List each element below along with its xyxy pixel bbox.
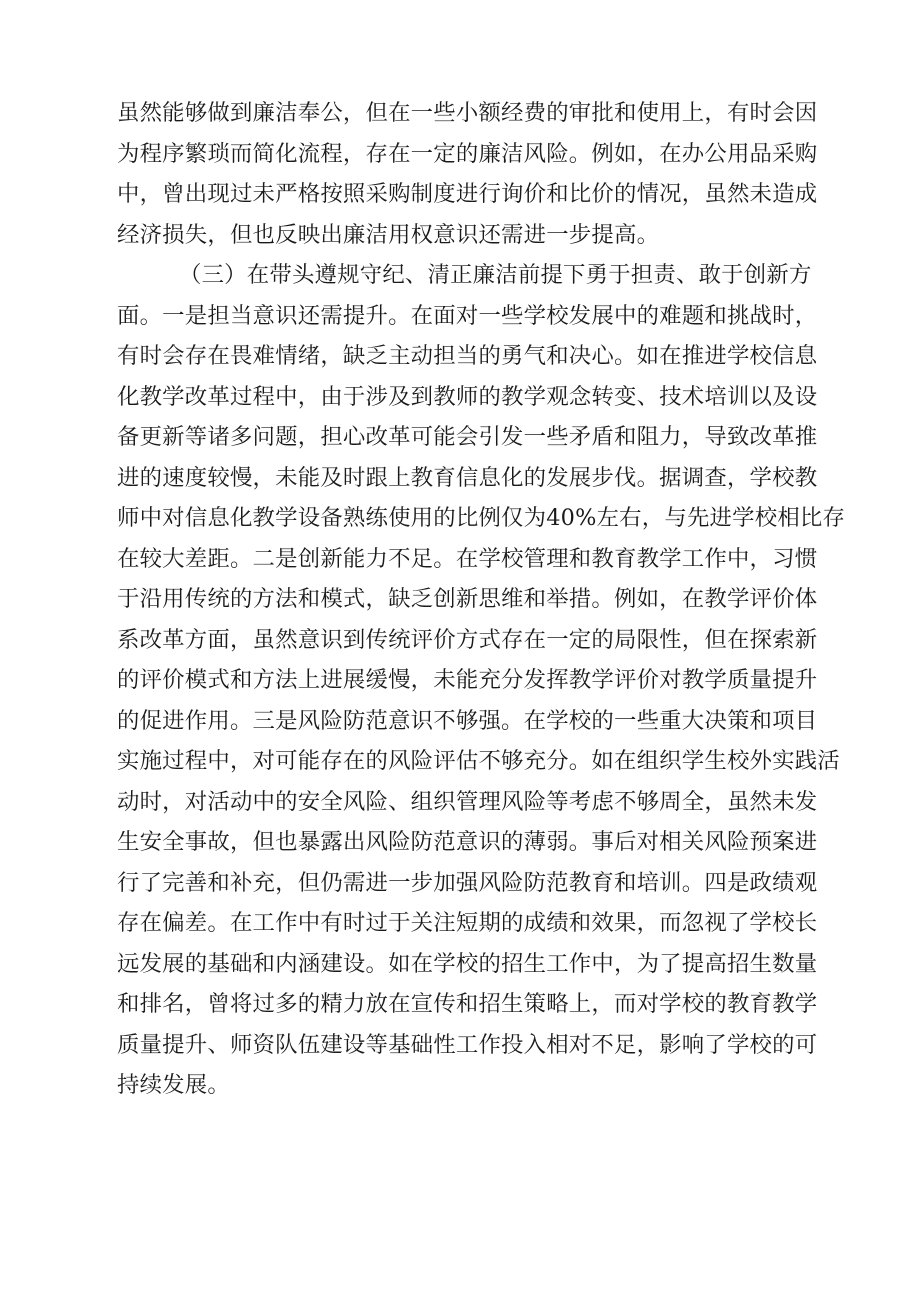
text-line: 质量提升、师资队伍建设等基础性工作投入相对不足，影响了学校的可 bbox=[117, 1031, 818, 1058]
text-line: 备更新等诸多问题，担心改革可能会引发一些矛盾和阻力，导致改革推 bbox=[117, 424, 818, 450]
text-line: 的评价模式和方法上进展缓慢，未能充分发挥教学评价对教学质量提升 bbox=[117, 667, 818, 693]
text-line: 实施过程中，对可能存在的风险评估不够充分。如在组织学生校外实践活 bbox=[117, 748, 840, 774]
text-line: 虽然能够做到廉洁奉公，但在一些小额经费的审批和使用上，有时会因 bbox=[117, 100, 818, 126]
text-line: 在较大差距。二是创新能力不足。在学校管理和教育教学工作中，习惯 bbox=[117, 545, 818, 572]
body-text bbox=[117, 93, 846, 1106]
text-line: 化教学改革过程中，由于涉及到教师的教学观念转变、技术培训以及设 bbox=[117, 383, 818, 410]
text-line: 中，曾出现过未严格按照采购制度进行询价和比价的情况，虽然未造成 bbox=[117, 181, 818, 207]
text-line: 生安全事故，但也暴露出风险防范意识的薄弱。事后对相关风险预案进 bbox=[117, 829, 818, 855]
text-line: 存在偏差。在工作中有时过于关注短期的成绩和效果，而忽视了学校长 bbox=[117, 910, 818, 936]
paragraph-start-line: （三）在带头遵规守纪、清正廉洁前提下勇于担责、敢于创新方 bbox=[179, 262, 812, 288]
text-line: 经济损失，但也反映出廉洁用权意识还需进一步提高。 bbox=[117, 221, 660, 248]
text-line: 系改革方面，虽然意识到传统评价方式存在一定的局限性，但在探索新 bbox=[117, 626, 818, 653]
text-line: 进的速度较慢，未能及时跟上教育信息化的发展步伐。据调查，学校教 bbox=[117, 464, 818, 491]
text-line: 师中对信息化教学设备熟练使用的比例仅为40%左右，与先进学校相比存 bbox=[117, 505, 846, 531]
text-line: 行了完善和补充，但仍需进一步加强风险防范教育和培训。四是政绩观 bbox=[117, 869, 818, 896]
text-line: 为程序繁琐而简化流程，存在一定的廉洁风险。例如，在办公用品采购 bbox=[117, 140, 818, 167]
text-line: 于沿用传统的方法和模式，缺乏创新思维和举措。例如，在教学评价体 bbox=[117, 586, 818, 612]
text-line: 的促进作用。三是风险防范意识不够强。在学校的一些重大决策和项目 bbox=[117, 707, 818, 734]
text-line: 面。一是担当意识还需提升。在面对一些学校发展中的难题和挑战时， bbox=[117, 302, 818, 329]
text-line: 有时会存在畏难情绪，缺乏主动担当的勇气和决心。如在推进学校信息 bbox=[117, 343, 818, 369]
text-line: 和排名，曾将过多的精力放在宣传和招生策略上，而对学校的教育教学 bbox=[117, 991, 818, 1017]
text-line: 持续发展。 bbox=[117, 1072, 230, 1098]
text-line: 远发展的基础和内涵建设。如在学校的招生工作中，为了提高招生数量 bbox=[117, 950, 818, 977]
text-line: 动时，对活动中的安全风险、组织管理风险等考虑不够周全，虽然未发 bbox=[117, 788, 818, 815]
